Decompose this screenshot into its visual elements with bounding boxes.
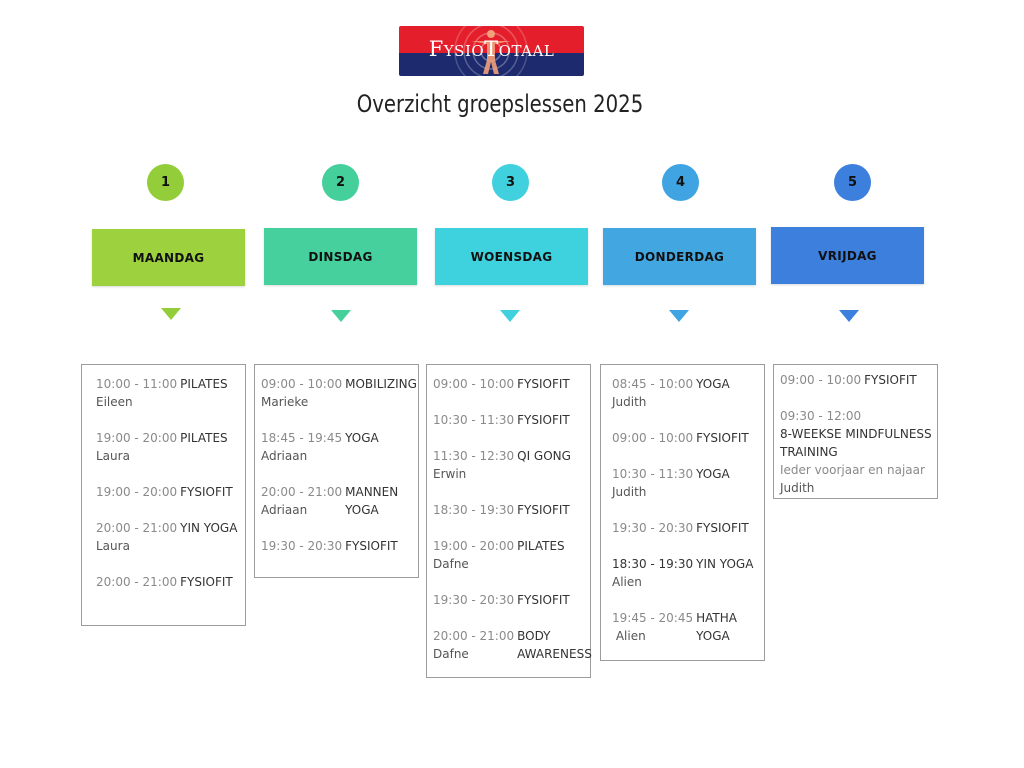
class-name: PILATES [180, 431, 228, 445]
schedule-card-dinsdag [254, 364, 419, 578]
class-name: FYSIOFIT [180, 485, 233, 499]
instructor-name: Judith [780, 481, 815, 495]
class-entry [433, 411, 590, 429]
class-time: 11:30 - 12:30 [433, 449, 515, 463]
class-time: 20:00 - 21:00 [96, 575, 178, 589]
class-time: 08:45 - 10:00 [612, 377, 694, 391]
class-entry [612, 519, 764, 537]
step-circle-4: 4 [662, 164, 699, 201]
class-entry [96, 483, 245, 501]
class-time: 18:30 - 19:30 [612, 557, 694, 571]
class-time: 19:45 - 20:45 [612, 611, 694, 625]
class-entry [780, 407, 937, 497]
class-name: YOGA [345, 431, 379, 445]
class-entry [612, 375, 764, 411]
class-name: YOGA [696, 467, 730, 481]
fysiototaal-logo [399, 26, 584, 76]
class-note: Ieder voorjaar en najaar [780, 463, 925, 477]
class-entry [96, 519, 245, 555]
class-time: 10:30 - 11:30 [433, 413, 515, 427]
class-name: 8-WEEKSE MINDFULNESS [780, 427, 932, 441]
class-name: YIN YOGA [180, 521, 238, 535]
class-name: FYSIOFIT [517, 503, 570, 517]
instructor-name: Alien [612, 629, 646, 643]
class-entry [261, 429, 418, 465]
day-header-vrijdag: VRIJDAG [771, 227, 924, 284]
class-time: 09:00 - 10:00 [261, 377, 343, 391]
class-time: 19:00 - 20:00 [96, 485, 178, 499]
class-entry [261, 483, 418, 519]
class-entry [433, 537, 590, 573]
instructor-name: Judith [612, 395, 647, 409]
instructor-name: Laura [96, 449, 130, 463]
arrow-down-icon [500, 310, 520, 322]
class-entry [433, 447, 590, 483]
schedule-card-vrijdag [773, 364, 938, 499]
class-name: FYSIOFIT [180, 575, 233, 589]
arrow-down-icon [161, 308, 181, 320]
logo-text: FysioTotaal [428, 37, 555, 61]
class-time: 10:30 - 11:30 [612, 467, 694, 481]
schedule-card-maandag [81, 364, 246, 626]
class-time: 09:00 - 10:00 [612, 431, 694, 445]
day-header-maandag: MAANDAG [92, 229, 245, 286]
instructor-name: Eileen [96, 395, 133, 409]
class-name: PILATES [517, 539, 565, 553]
day-header-dinsdag: DINSDAG [264, 228, 417, 285]
class-name: QI GONG [517, 449, 571, 463]
class-name: PILATES [180, 377, 228, 391]
arrow-down-icon [839, 310, 859, 322]
class-name-line2: AWARENESS [517, 647, 592, 661]
class-name: HATHA [696, 611, 737, 625]
instructor-name: Erwin [433, 467, 467, 481]
class-name-line2: YOGA [345, 503, 379, 517]
class-entry [96, 429, 245, 465]
class-name: FYSIOFIT [345, 539, 398, 553]
class-time: 19:30 - 20:30 [612, 521, 694, 535]
class-time: 09:30 - 12:00 [780, 409, 862, 423]
class-name: MANNEN [345, 485, 399, 499]
class-entry [433, 591, 590, 609]
class-entry [433, 627, 590, 663]
instructor-name: Marieke [261, 395, 309, 409]
class-name-line2: TRAINING [780, 445, 838, 459]
instructor-name: Judith [612, 485, 647, 499]
class-name: FYSIOFIT [517, 377, 570, 391]
instructor-name: Alien [612, 575, 642, 589]
day-header-donderdag: DONDERDAG [603, 228, 756, 285]
class-name: FYSIOFIT [696, 431, 749, 445]
class-time: 09:00 - 10:00 [433, 377, 515, 391]
class-time: 19:30 - 20:30 [433, 593, 515, 607]
class-time: 18:45 - 19:45 [261, 431, 343, 445]
step-circle-5: 5 [834, 164, 871, 201]
class-time: 20:00 - 21:00 [433, 629, 515, 643]
class-entry [612, 609, 764, 645]
class-entry [612, 555, 764, 591]
schedule-card-donderdag [600, 364, 765, 661]
class-name: YIN YOGA [696, 557, 754, 571]
class-entry [261, 537, 418, 555]
class-time: 20:00 - 21:00 [261, 485, 343, 499]
schedule-card-woensdag [426, 364, 591, 678]
class-name: FYSIOFIT [864, 373, 917, 387]
class-name: YOGA [696, 377, 730, 391]
class-time: 19:00 - 20:00 [96, 431, 178, 445]
class-entry [96, 375, 245, 411]
class-entry [612, 465, 764, 501]
instructor-name: Adriaan [261, 503, 308, 517]
step-circle-1: 1 [147, 164, 184, 201]
class-time: 10:00 - 11:00 [96, 377, 178, 391]
arrow-down-icon [331, 310, 351, 322]
class-name: FYSIOFIT [696, 521, 749, 535]
class-entry [780, 371, 937, 389]
class-name: FYSIOFIT [517, 413, 570, 427]
class-entry [433, 501, 590, 519]
class-entry [433, 375, 590, 393]
instructor-name: Dafne [433, 647, 469, 661]
instructor-name: Adriaan [261, 449, 308, 463]
class-name: FYSIOFIT [517, 593, 570, 607]
class-time: 09:00 - 10:00 [780, 373, 862, 387]
class-time: 19:00 - 20:00 [433, 539, 515, 553]
class-entry [612, 429, 764, 447]
page-title: Overzicht groepslessen 2025 [356, 90, 644, 118]
class-name-line2: YOGA [696, 629, 730, 643]
instructor-name: Dafne [433, 557, 469, 571]
step-circle-2: 2 [322, 164, 359, 201]
class-time: 20:00 - 21:00 [96, 521, 178, 535]
step-circle-3: 3 [492, 164, 529, 201]
class-entry [261, 375, 418, 411]
class-time: 19:30 - 20:30 [261, 539, 343, 553]
class-time: 18:30 - 19:30 [433, 503, 515, 517]
class-name: BODY [517, 629, 551, 643]
instructor-name: Laura [96, 539, 130, 553]
day-header-woensdag: WOENSDAG [435, 228, 588, 285]
arrow-down-icon [669, 310, 689, 322]
class-entry [96, 573, 245, 591]
class-name: MOBILIZING [345, 377, 417, 391]
